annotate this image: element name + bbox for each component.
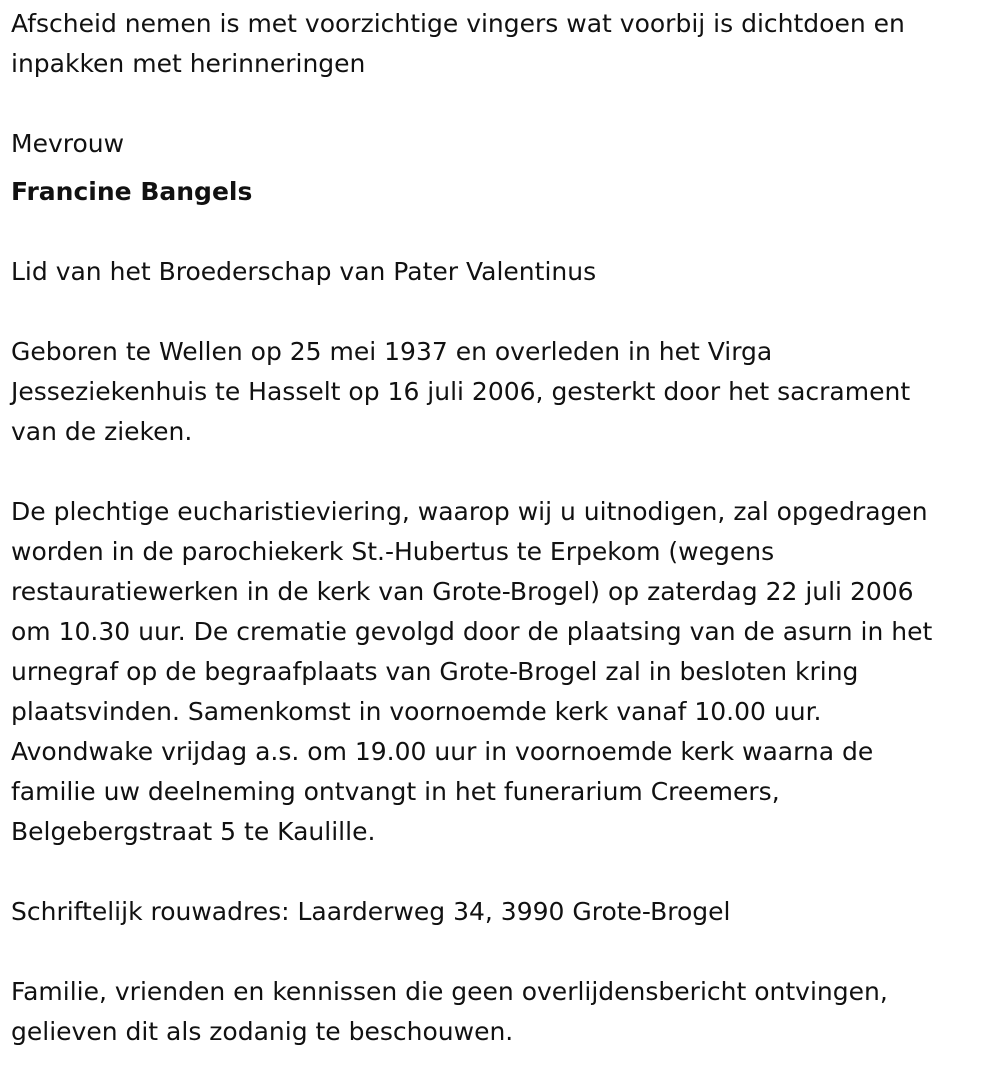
motto-text: Afscheid nemen is met voorzichtige vingers wat voorbij is dichtdoen en inpakken met herinneringen xyxy=(11,9,905,78)
ceremony-text: De plechtige eucharistieviering, waarop wij u uitnodigen, zal opgedragen worden in de parochiekerk St.-Hubertus te Erpekom (wegens restauratiewerken in de kerk van Grote-Brogel) op zaterdag 22 juli 2006 om 10.30 uur. De crematie gevolgd door de plaatsing van de asurn in het urnegraf op de begraafplaats van Grote-Brogel zal in besloten kring plaatsvinden. Samenkomst in voornoemde kerk vanaf 10.00 uur. Avondwake vrijdag a.s. om 19.00 uur in voornoemde kerk waarna de familie uw deelneming ontvangt in het funerarium Creemers, Belgebergstraat 5 te Kaulille. xyxy=(11,497,933,846)
mourning-address: Schriftelijk rouwadres: Laarderweg 34, 3990 Grote-Brogel xyxy=(11,897,731,926)
closing-text: Familie, vrienden en kennissen die geen overlijdensbericht ontvingen, gelieven dit als zodanig te beschouwen. xyxy=(11,977,888,1046)
salutation-text: Mevrouw xyxy=(11,129,125,158)
membership-text: Lid van het Broederschap van Pater Valentinus xyxy=(11,257,597,286)
obituary-notice xyxy=(11,4,996,1052)
birth-death-text: Geboren te Wellen op 25 mei 1937 en overleden in het Virga Jesseziekenhuis te Hasselt op 16 juli 2006, gesterkt door het sacrament van de zieken. xyxy=(11,337,911,446)
deceased-name: Francine Bangels xyxy=(11,177,253,206)
